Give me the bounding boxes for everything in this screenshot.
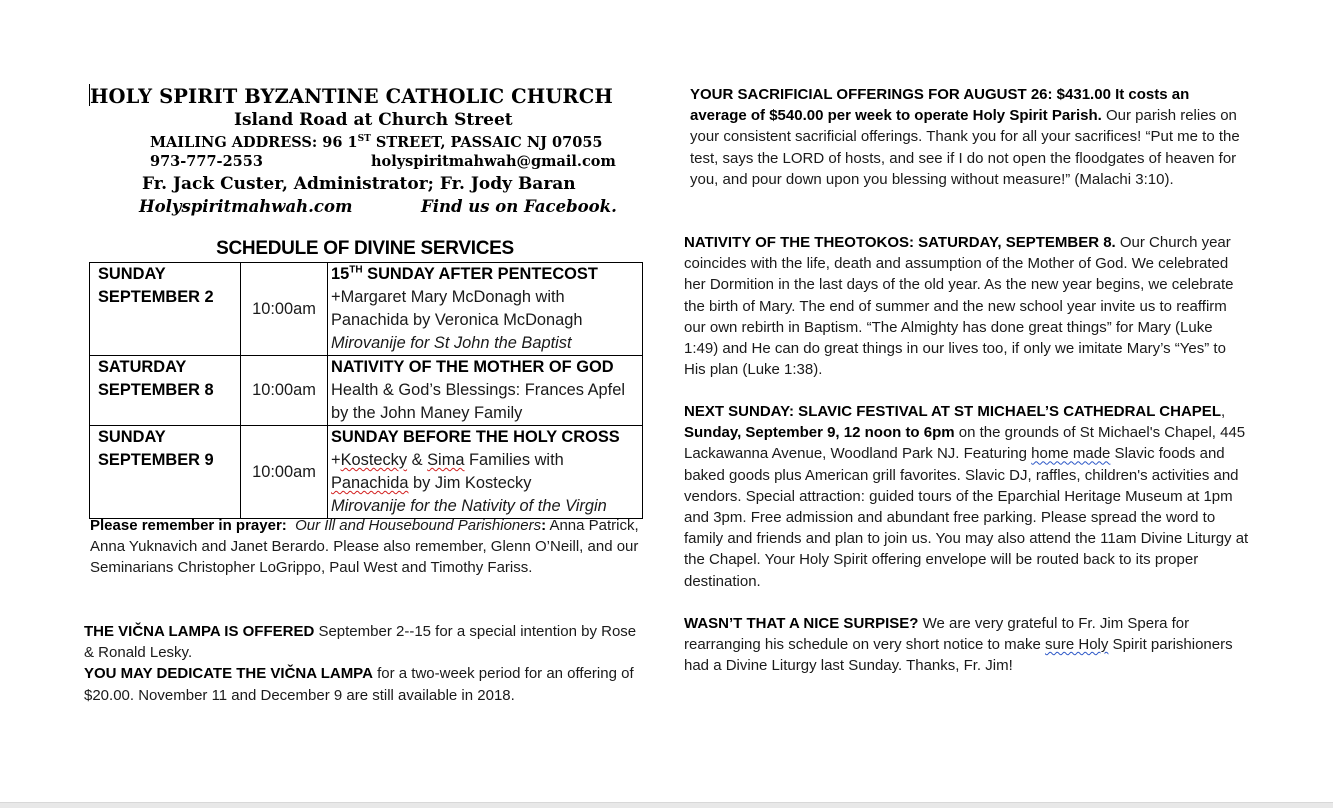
service-intention: Health & God’s Blessings: Frances Apfel xyxy=(331,381,625,399)
lampa-dedicate-paragraph xyxy=(84,663,644,705)
prayer-italic: Our Ill and Housebound Parishioners xyxy=(295,517,542,534)
schedule-day: SATURDAY xyxy=(98,358,187,376)
facebook-note: Find us on Facebook. xyxy=(421,197,617,216)
festival-bold-date: Sunday, September 9, 12 noon to 6pm xyxy=(684,424,955,442)
grammar-check-phrase: home made xyxy=(1031,445,1111,463)
service-intention-donor: Panachida by Veronica McDonagh xyxy=(331,311,583,329)
schedule-heading: SCHEDULE OF DIVINE SERVICES xyxy=(216,238,514,259)
lampa-offered-label: THE VIČNA LAMPA IS OFFERED xyxy=(84,623,315,640)
schedule-time: 10:00am xyxy=(241,426,328,519)
schedule-date: SEPTEMBER 8 xyxy=(98,381,214,399)
lampa-dedicate-text: for a two-week period for an offering of $20.00. November 11 and December 9 are still available in 2018. xyxy=(84,665,634,704)
service-intention-donor xyxy=(331,474,531,492)
church-location: Island Road at Church Street xyxy=(234,110,513,130)
schedule-row xyxy=(90,263,643,356)
festival-text-1: on the grounds of St Michael's Chapel, 445 Lackawanna Avenue, Woodland Park NJ. Featuring xyxy=(684,424,1246,463)
schedule-date: SEPTEMBER 2 xyxy=(98,288,214,306)
phone-number: 973-777-2553 xyxy=(150,153,263,170)
lampa-offered-paragraph xyxy=(84,621,644,663)
nativity-text: Our Church year coincides with the life, death and assumption of the Mother of God. We celebrated her Dormition in the last days of the old year. As the new year begins, we celebrate the birth of Mary. The end of summer and the new school year invite us to reaffirm our own rebirth in Baptism. “The Almighty has done great things” for Mary (Luke 1:49) and He can do great things in our lives too, if only we imitate Mary’s “Yes” to His plan (Luke 1:38). xyxy=(684,234,1234,379)
service-intention xyxy=(331,451,564,469)
schedule-day-cell xyxy=(90,356,241,426)
schedule-date: SEPTEMBER 9 xyxy=(98,451,214,469)
schedule-row xyxy=(90,426,643,519)
schedule-time: 10:00am xyxy=(241,263,328,356)
service-mirovanije: Mirovanije for St John the Baptist xyxy=(331,334,572,352)
surprise-text-1: We are very grateful to Fr. Jim Spera for rearranging his schedule on very short notice to make xyxy=(684,615,1190,654)
service-intention-donor: by the John Maney Family xyxy=(331,404,523,422)
schedule-day: SUNDAY xyxy=(98,428,166,446)
spellcheck-word: Panachida xyxy=(331,474,409,492)
mailing-address-ordinal: ST xyxy=(357,134,371,145)
spellcheck-word: Sima xyxy=(427,451,465,469)
festival-bold-heading: NEXT SUNDAY: SLAVIC FESTIVAL AT ST MICHAEL’S CATHEDRAL CHAPEL xyxy=(684,403,1221,420)
service-intention: +Margaret Mary McDonagh with xyxy=(331,288,565,306)
offerings-paragraph xyxy=(690,84,1250,190)
nativity-bold: NATIVITY OF THE THEOTOKOS: SATURDAY, SEPTEMBER 8. xyxy=(684,234,1116,251)
schedule-description xyxy=(328,356,643,426)
nativity-paragraph xyxy=(684,232,1250,380)
festival-paragraph xyxy=(684,401,1250,592)
offerings-text: Our parish relies on your consistent sacrificial offerings. Thank you for all your sacrifices! “Put me to the test, says the LORD of hosts, and see if I do not open the floodgates of heaven for you, and pour down upon you blessing without measure!” (Malachi 3:10). xyxy=(690,107,1240,188)
grammar-check-phrase: sure Holy xyxy=(1045,636,1109,654)
lampa-dedicate-label: YOU MAY DEDICATE THE VIČNA LAMPA xyxy=(84,665,373,683)
service-title: NATIVITY OF THE MOTHER OF GOD xyxy=(331,358,614,376)
donor-tail: by Jim Kostecky xyxy=(408,474,532,492)
service-title-number: 15 xyxy=(331,265,350,283)
offerings-bold: YOUR SACRIFICIAL OFFERINGS FOR AUGUST 26: $431.00 It costs an average of $540.00 per week to operate Holy Spirit Parish. xyxy=(690,86,1190,125)
intention-plus: + xyxy=(331,451,341,469)
email-address: holyspiritmahwah@gmail.com xyxy=(371,153,616,170)
spellcheck-word: Kostecky xyxy=(340,451,408,469)
intention-tail: Families with xyxy=(464,451,564,469)
service-title-ordinal: TH xyxy=(349,264,363,276)
festival-text-2: Slavic foods and baked goods plus American grill favorites. Slavic DJ, raffles, children's activities and vendors. Special attraction: guided tours of the Eparchial Heritage Museum at 1pm and 3pm. Free admission and abundant free parking. Please spread the word to family and friends and plan to join us. You may also attend the 11am Divine Liturgy at the Chapel. Your Holy Spirit offering envelope will be routed back to its proper destination. xyxy=(684,445,1249,590)
service-title-rest: SUNDAY AFTER PENTECOST xyxy=(362,265,598,283)
schedule-table xyxy=(89,262,643,519)
mailing-address xyxy=(150,134,603,151)
schedule-description xyxy=(328,426,643,519)
schedule-time: 10:00am xyxy=(241,356,328,426)
schedule-day-cell xyxy=(90,426,241,519)
schedule-day: SUNDAY xyxy=(98,265,166,283)
clergy-line: Fr. Jack Custer, Administrator; Fr. Jody Baran xyxy=(142,174,576,194)
surprise-bold: WASN’T THAT A NICE SURPISE? xyxy=(684,615,919,632)
prayer-text: Anna Patrick, Anna Yuknavich and Janet Berardo. Please also remember, Glenn O’Neill, and our Seminarians Christopher LoGrippo, Paul West and Timothy Fariss. xyxy=(90,517,639,577)
mailing-address-suffix: STREET, PASSAIC NJ 07055 xyxy=(370,134,603,151)
intention-and: & xyxy=(407,451,428,469)
festival-comma: , xyxy=(1220,403,1226,420)
service-title: SUNDAY BEFORE THE HOLY CROSS xyxy=(331,428,620,446)
mailing-address-prefix: MAILING ADDRESS: 96 1 xyxy=(150,134,358,151)
service-mirovanije: Mirovanije for the Nativity of the Virgin xyxy=(331,497,607,515)
website-link: Holyspiritmahwah.com xyxy=(139,197,353,216)
schedule-description xyxy=(328,263,643,356)
surprise-text-2: Spirit parishioners had a Divine Liturgy last Sunday. Thanks, Fr. Jim! xyxy=(684,636,1233,675)
prayer-paragraph xyxy=(90,515,640,579)
vicna-lampa-section xyxy=(84,621,644,706)
lampa-offered-text: September 2--15 for a special intention by Rose & Ronald Lesky. xyxy=(84,623,637,662)
prayer-colon: : xyxy=(541,517,547,534)
prayer-label: Please remember in prayer: xyxy=(90,517,287,534)
schedule-day-cell xyxy=(90,263,241,356)
service-title xyxy=(331,265,598,283)
surprise-paragraph xyxy=(684,613,1250,677)
bottom-scroll-edge xyxy=(0,802,1333,808)
schedule-row xyxy=(90,356,643,426)
church-name: HOLY SPIRIT BYZANTINE CATHOLIC CHURCH xyxy=(90,85,613,108)
